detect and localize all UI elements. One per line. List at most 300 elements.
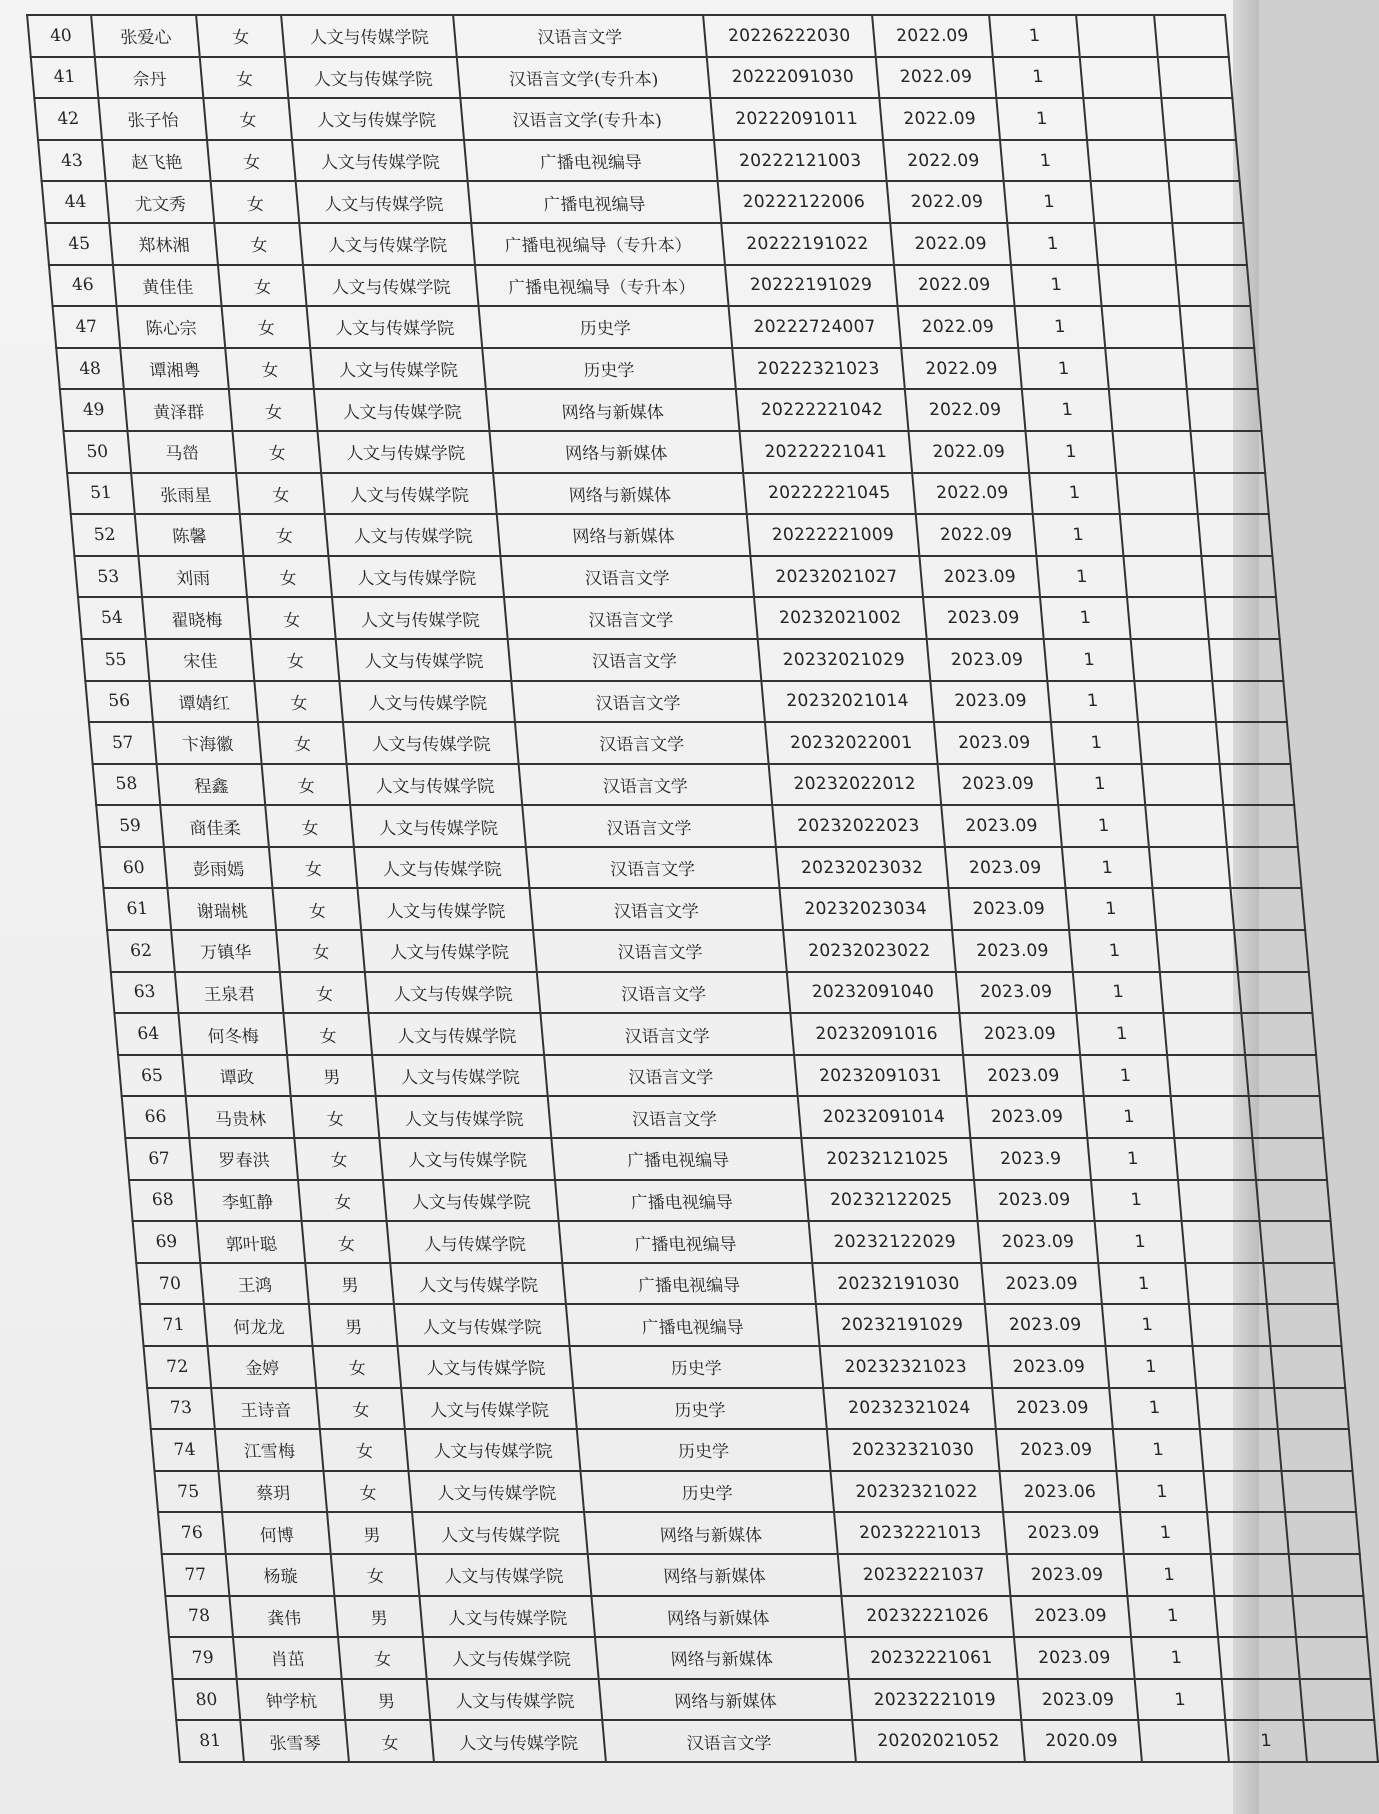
student-name: 王鸿: [200, 1263, 309, 1305]
table-row: [133, 1221, 1335, 1263]
table-row: [71, 514, 1273, 556]
enrollment-date: 2022.09: [887, 181, 1007, 223]
enrollment-date: 2022.09: [898, 306, 1018, 348]
college: 人文与传媒学院: [372, 1055, 547, 1097]
college: 人文与传媒学院: [296, 181, 471, 223]
row-number: 75: [154, 1471, 222, 1513]
count-a: 1: [1069, 930, 1160, 972]
row-number: 74: [151, 1429, 219, 1471]
major: 网络与新媒体: [486, 389, 739, 431]
count-b: [1156, 930, 1238, 972]
major: 广播电视编导: [551, 1138, 804, 1180]
blank-cell: [1158, 57, 1233, 99]
count-a: 1: [993, 57, 1084, 99]
enrollment-date: 2023.09: [934, 722, 1054, 764]
major: 历史学: [570, 1346, 823, 1388]
row-number: 56: [85, 681, 153, 723]
enrollment-date: 2022.09: [916, 514, 1036, 556]
table-row: [85, 681, 1287, 723]
count-b: [1178, 1180, 1260, 1222]
blank-cell: [1190, 431, 1265, 473]
major: 广播电视编导: [468, 181, 721, 223]
count-b: [1098, 265, 1180, 307]
student-id: 20222321023: [732, 348, 905, 390]
gender: 女: [248, 597, 336, 639]
student-name: 黄泽群: [124, 389, 233, 431]
gender: 女: [269, 847, 357, 889]
count-a: 1: [996, 98, 1087, 140]
student-name: 李虹静: [193, 1180, 302, 1222]
college: 人文与传媒学院: [307, 306, 482, 348]
count-b: [1214, 1596, 1296, 1638]
student-id: 20232021027: [750, 556, 923, 598]
table-row: [136, 1263, 1338, 1305]
gender: 女: [218, 265, 306, 307]
major: 网络与新媒体: [493, 473, 746, 515]
college: 人文与传媒学院: [332, 597, 507, 639]
student-name: 商佳柔: [160, 805, 269, 847]
college: 人文与传媒学院: [420, 1596, 595, 1638]
major: 汉语言文学: [504, 597, 757, 639]
college: 人文与传媒学院: [310, 348, 485, 390]
count-b: [1138, 722, 1220, 764]
row-number: 41: [31, 57, 99, 99]
gender: 女: [346, 1720, 434, 1762]
student-id: 20232221019: [848, 1679, 1021, 1721]
gender: 女: [280, 972, 368, 1014]
gender: 女: [211, 181, 299, 223]
enrollment-date: 2022.09: [883, 140, 1003, 182]
count-a: 1: [1018, 348, 1109, 390]
major: 网络与新媒体: [591, 1596, 844, 1638]
major: 汉语言文学: [533, 930, 786, 972]
enrollment-date: 2023.09: [985, 1304, 1105, 1346]
enrollment-date: 2023.09: [1014, 1637, 1134, 1679]
blank-cell: [1212, 681, 1287, 723]
enrollment-date: 2022.09: [876, 57, 996, 99]
college: 人文与传媒学院: [340, 681, 515, 723]
student-name: 何博: [222, 1512, 331, 1554]
college: 人与传媒学院: [387, 1221, 562, 1263]
student-name: 黄佳佳: [113, 265, 222, 307]
student-id: 20232191029: [816, 1304, 989, 1346]
gender: 女: [258, 722, 346, 764]
row-number: 50: [63, 431, 131, 473]
student-id: 20232023032: [776, 847, 949, 889]
table-row: [96, 805, 1298, 847]
student-id: 20232321022: [830, 1471, 1003, 1513]
blank-cell: [1249, 1096, 1324, 1138]
major: 网络与新媒体: [497, 514, 750, 556]
student-name: 刘雨: [139, 556, 248, 598]
enrollment-date: 2023.06: [1000, 1471, 1120, 1513]
gender: 女: [302, 1221, 390, 1263]
blank-cell: [1263, 1263, 1338, 1305]
blank-cell: [1227, 847, 1302, 889]
major: 历史学: [573, 1388, 826, 1430]
row-number: 57: [89, 722, 157, 764]
major: 广播电视编导（专升本）: [471, 223, 724, 265]
blank-cell: [1278, 1429, 1353, 1471]
gender: 女: [324, 1471, 412, 1513]
blank-cell: [1303, 1720, 1378, 1762]
count-b: [1174, 1138, 1256, 1180]
row-number: 68: [129, 1180, 197, 1222]
major: 汉语言文学: [508, 639, 761, 681]
student-name: 郑林湘: [109, 223, 218, 265]
count-a: 1: [1044, 639, 1135, 681]
college: 人文与传媒学院: [401, 1388, 576, 1430]
student-name: 蔡玥: [219, 1471, 328, 1513]
gender: 女: [222, 306, 310, 348]
student-id: 20232221061: [845, 1637, 1018, 1679]
major: 汉语言文学: [522, 805, 775, 847]
student-name: 金婷: [208, 1346, 317, 1388]
count-a: 1: [1135, 1679, 1226, 1721]
count-b: [1203, 1471, 1285, 1513]
gender: 男: [309, 1304, 397, 1346]
student-id: 20222122006: [717, 181, 890, 223]
college: 人文与传媒学院: [289, 98, 464, 140]
row-number: 60: [100, 847, 168, 889]
count-a: 1: [1022, 389, 1113, 431]
student-name: 陈心宗: [117, 306, 226, 348]
enrollment-date: 2023.09: [974, 1180, 1094, 1222]
enrollment-date: 2023.09: [920, 556, 1040, 598]
major: 汉语言文学: [540, 1013, 793, 1055]
row-number: 47: [53, 306, 121, 348]
row-number: 46: [49, 265, 117, 307]
gender: 男: [328, 1512, 416, 1554]
college: 人文与传媒学院: [292, 140, 467, 182]
count-b: [1145, 805, 1227, 847]
enrollment-date: 2023.09: [938, 764, 1058, 806]
major: 汉语言文学: [526, 847, 779, 889]
table-row: [151, 1429, 1353, 1471]
major: 汉语言文学: [511, 681, 764, 723]
college: 人文与传媒学院: [325, 514, 500, 556]
count-a: 1: [1062, 847, 1153, 889]
count-a: 1: [1087, 1138, 1178, 1180]
table-row: [144, 1346, 1346, 1388]
student-name: 肖茁: [233, 1637, 342, 1679]
student-id: 20232091016: [790, 1013, 963, 1055]
count-a: 1: [1007, 223, 1098, 265]
gender: 女: [255, 681, 343, 723]
table-row: [89, 722, 1291, 764]
student-name: 谢瑞桃: [168, 888, 277, 930]
college: 人文与传媒学院: [398, 1346, 573, 1388]
table-row: [53, 306, 1255, 348]
blank-cell: [1183, 348, 1258, 390]
enrollment-date: 2023.09: [963, 1055, 1083, 1097]
table-row: [114, 1013, 1316, 1055]
student-id: 20222091011: [710, 98, 883, 140]
major: 广播电视编导: [555, 1180, 808, 1222]
college: 人文与传媒学院: [354, 847, 529, 889]
table-row: [122, 1096, 1324, 1138]
blank-cell: [1169, 181, 1244, 223]
enrollment-date: 2020.09: [1021, 1720, 1141, 1762]
count-a: 1: [1011, 265, 1102, 307]
college: 人文与传媒学院: [314, 389, 489, 431]
count-b: [1207, 1512, 1289, 1554]
count-b: [1211, 1554, 1293, 1596]
blank-cell: [1292, 1596, 1367, 1638]
student-name: 罗春洪: [189, 1138, 298, 1180]
college: 人文与传媒学院: [358, 888, 533, 930]
row-number: 81: [176, 1720, 244, 1762]
enrollment-date: 2022.09: [880, 98, 1000, 140]
count-b: [1196, 1388, 1278, 1430]
major: 历史学: [479, 306, 732, 348]
college: 人文与传媒学院: [427, 1679, 602, 1721]
blank-cell: [1201, 556, 1276, 598]
gender: 女: [244, 556, 332, 598]
student-id: 20232021014: [761, 681, 934, 723]
college: 人文与传媒学院: [423, 1637, 598, 1679]
blank-cell: [1176, 265, 1251, 307]
blank-cell: [1216, 722, 1291, 764]
college: 人文与传媒学院: [365, 972, 540, 1014]
count-b: [1113, 431, 1195, 473]
count-b: [1105, 348, 1187, 390]
student-id: 20222221009: [746, 514, 919, 556]
gender: 女: [226, 348, 314, 390]
student-id: 20222221042: [736, 389, 909, 431]
table-row: [162, 1554, 1364, 1596]
major: 汉语言文学: [519, 764, 772, 806]
major: 广播电视编导: [559, 1221, 812, 1263]
major: 汉语言文学: [537, 972, 790, 1014]
row-number: 59: [96, 805, 164, 847]
major: 汉语言文学(专升本): [460, 98, 713, 140]
row-number: 51: [67, 473, 135, 515]
student-id: 20226222030: [703, 15, 876, 57]
gender: 女: [215, 223, 303, 265]
college: 人文与传媒学院: [343, 722, 518, 764]
row-number: 78: [165, 1596, 233, 1638]
student-name: 郭叶聪: [197, 1221, 306, 1263]
table-row: [154, 1471, 1356, 1513]
blank-cell: [1285, 1512, 1360, 1554]
student-name: 谭婧红: [149, 681, 258, 723]
student-id: 20232021029: [757, 639, 930, 681]
enrollment-date: 2023.09: [923, 597, 1043, 639]
blank-cell: [1274, 1388, 1349, 1430]
major: 历史学: [482, 348, 735, 390]
count-a: 1: [1066, 888, 1157, 930]
blank-cell: [1289, 1554, 1364, 1596]
student-name: 龚伟: [229, 1596, 338, 1638]
blank-cell: [1245, 1055, 1320, 1097]
major: 汉语言文学: [453, 15, 706, 57]
table-row: [111, 972, 1313, 1014]
student-id: 20232022023: [772, 805, 945, 847]
row-number: 65: [118, 1055, 186, 1097]
count-a: 1: [1029, 473, 1120, 515]
count-b: [1123, 556, 1205, 598]
count-a: 1: [1109, 1388, 1200, 1430]
row-number: 71: [140, 1304, 208, 1346]
count-a: 1: [1000, 140, 1091, 182]
table-row: [31, 57, 1233, 99]
count-b: [1222, 1679, 1304, 1721]
enrollment-date: 2022.09: [901, 348, 1021, 390]
gender: 女: [197, 15, 285, 57]
gender: 女: [266, 805, 354, 847]
college: 人文与传媒学院: [409, 1471, 584, 1513]
student-name: 尤文秀: [106, 181, 215, 223]
table-row: [100, 847, 1302, 889]
count-a: 1: [1095, 1221, 1186, 1263]
table-row: [38, 140, 1240, 182]
student-name: 佘丹: [95, 57, 204, 99]
count-b: [1189, 1304, 1271, 1346]
student-id: 20222724007: [728, 306, 901, 348]
student-id: 20232221013: [834, 1512, 1007, 1554]
gender: 女: [240, 514, 328, 556]
college: 人文与传媒学院: [300, 223, 475, 265]
student-name: 张子怡: [98, 98, 207, 140]
college: 人文与传媒学院: [347, 764, 522, 806]
row-number: 43: [38, 140, 106, 182]
row-number: 76: [158, 1512, 226, 1554]
count-b: [1153, 888, 1235, 930]
count-b: [1149, 847, 1231, 889]
gender: 女: [207, 140, 295, 182]
enrollment-date: 2023.09: [967, 1096, 1087, 1138]
major: 广播电视编导: [464, 140, 717, 182]
college: 人文与传媒学院: [350, 805, 525, 847]
row-number: 55: [82, 639, 150, 681]
count-b: [1109, 389, 1191, 431]
table-row: [125, 1138, 1327, 1180]
blank-cell: [1234, 930, 1309, 972]
student-id: 20222091030: [706, 57, 879, 99]
gender: 女: [277, 930, 365, 972]
student-id: 20232221037: [837, 1554, 1010, 1596]
major: 广播电视编导: [562, 1263, 815, 1305]
count-b: [1185, 1263, 1267, 1305]
count-a: 1: [1120, 1512, 1211, 1554]
student-id: 20232121025: [801, 1138, 974, 1180]
enrollment-date: 2023.09: [941, 805, 1061, 847]
enrollment-date: 2022.09: [905, 389, 1025, 431]
table-row: [27, 15, 1229, 57]
student-name: 张雪琴: [240, 1720, 349, 1762]
student-id: 20232023022: [783, 930, 956, 972]
student-name: 杨璇: [226, 1554, 335, 1596]
count-a: 1: [1091, 1180, 1182, 1222]
enrollment-date: 2023.9: [971, 1138, 1091, 1180]
student-id: 20232122025: [805, 1180, 978, 1222]
major: 汉语言文学(专升本): [457, 57, 710, 99]
row-number: 53: [74, 556, 142, 598]
table-row: [118, 1055, 1320, 1097]
blank-cell: [1256, 1180, 1331, 1222]
blank-cell: [1241, 1013, 1316, 1055]
row-number: 62: [107, 930, 175, 972]
table-row: [140, 1304, 1342, 1346]
college: 人文与传媒学院: [336, 639, 511, 681]
gender: 女: [251, 639, 339, 681]
table-row: [176, 1720, 1378, 1762]
table-row: [129, 1180, 1331, 1222]
student-name: 赵飞艳: [102, 140, 211, 182]
row-number: 66: [122, 1096, 190, 1138]
student-id: 20232321023: [819, 1346, 992, 1388]
student-id: 20232122029: [808, 1221, 981, 1263]
enrollment-date: 2023.09: [931, 681, 1051, 723]
count-b: [1142, 764, 1224, 806]
table-row: [169, 1637, 1371, 1679]
count-b: [1083, 98, 1165, 140]
count-a: 1: [1102, 1304, 1193, 1346]
blank-cell: [1154, 15, 1229, 57]
enrollment-date: 2023.09: [960, 1013, 1080, 1055]
enrollment-date: 2023.09: [952, 930, 1072, 972]
gender: 女: [229, 389, 317, 431]
count-a: 1: [1080, 1055, 1171, 1097]
count-b: [1193, 1346, 1275, 1388]
enrollment-date: 2022.09: [890, 223, 1010, 265]
enrollment-date: 2022.09: [912, 473, 1032, 515]
blank-cell: [1198, 514, 1273, 556]
gender: 女: [317, 1388, 405, 1430]
count-b: [1094, 223, 1176, 265]
enrollment-date: 2023.09: [949, 888, 1069, 930]
row-number: 52: [71, 514, 139, 556]
college: 人文与传媒学院: [405, 1429, 580, 1471]
major: 历史学: [577, 1429, 830, 1471]
count-b: [1200, 1429, 1282, 1471]
blank-cell: [1220, 764, 1295, 806]
major: 网络与新媒体: [588, 1554, 841, 1596]
enrollment-date: 2022.09: [894, 265, 1014, 307]
table-row: [104, 888, 1306, 930]
blank-cell: [1281, 1471, 1356, 1513]
major: 历史学: [580, 1471, 833, 1513]
table-row: [49, 265, 1251, 307]
table-row: [107, 930, 1309, 972]
enrollment-date: 2023.09: [1003, 1512, 1123, 1554]
college: 人文与传媒学院: [431, 1720, 606, 1762]
student-name: 钟学杭: [237, 1679, 346, 1721]
count-b: [1120, 514, 1202, 556]
roster-body: [27, 15, 1378, 1762]
gender: 女: [295, 1138, 383, 1180]
student-name: 何冬梅: [179, 1013, 288, 1055]
blank-cell: [1238, 972, 1313, 1014]
count-b: [1127, 597, 1209, 639]
count-a: 1: [1047, 681, 1138, 723]
major: 广播电视编导（专升本）: [475, 265, 728, 307]
row-number: 49: [60, 389, 128, 431]
student-name: 马嵤: [128, 431, 237, 473]
blank-cell: [1230, 888, 1305, 930]
gender: 女: [273, 888, 361, 930]
table-row: [173, 1679, 1375, 1721]
college: 人文与传媒学院: [321, 473, 496, 515]
gender: 女: [284, 1013, 372, 1055]
blank-cell: [1161, 98, 1236, 140]
table-row: [60, 389, 1262, 431]
college: 人文与传媒学院: [416, 1554, 591, 1596]
table-row: [56, 348, 1258, 390]
college: 人文与传媒学院: [380, 1138, 555, 1180]
row-number: 70: [136, 1263, 204, 1305]
